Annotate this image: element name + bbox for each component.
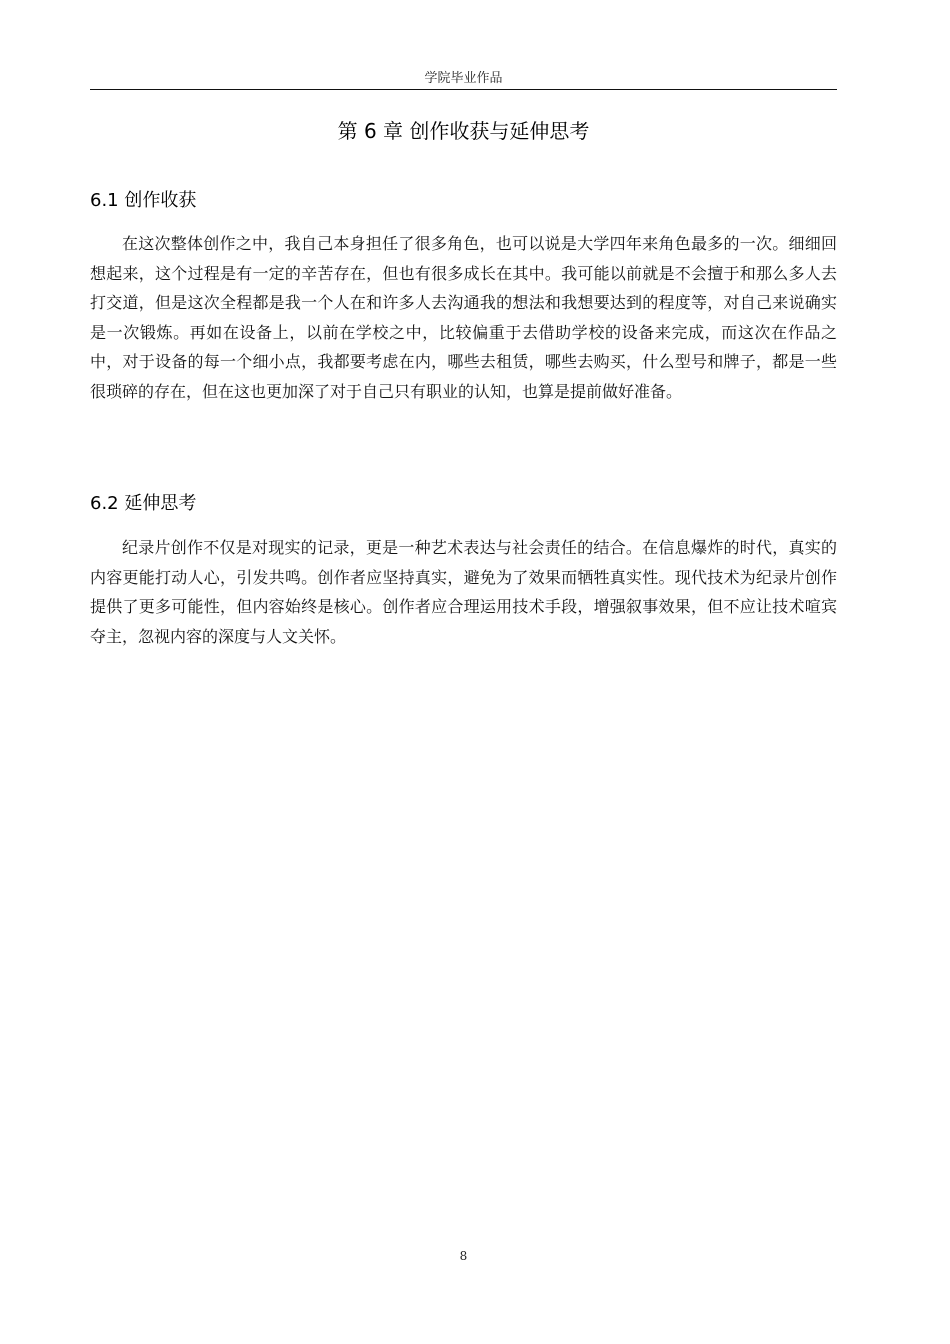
section-heading-6-1: 6.1 创作收获	[90, 190, 197, 211]
section-heading-6-2: 6.2 延伸思考	[90, 493, 197, 514]
section-6-2-paragraph: 纪录片创作不仅是对现实的记录，更是一种艺术表达与社会责任的结合。在信息爆炸的时代，真实的内容更能打动人心，引发共鸣。创作者应坚持真实，避免为了效果而牺牲真实性。现代技术为纪录片创作提供了更多可能性，但内容始终是核心。创作者应合理运用技术手段，增强叙事效果，但不应让技术喧宾夺主，忽视内容的深度与人文关怀。	[90, 538, 837, 646]
page-number: 8	[459, 1249, 468, 1263]
page-header: 学院毕业作品	[424, 71, 503, 86]
chapter-title: 第 6 章 创作收获与延伸思考	[337, 119, 590, 143]
section-6-1-paragraph: 在这次整体创作之中，我自己本身担任了很多角色，也可以说是大学四年来角色最多的一次。细细回想起来，这个过程是有一定的辛苦存在，但也有很多成长在其中。我可能以前就是不会擅于和那么多人去打交道，但是这次全程都是我一个人在和许多人去沟通我的想法和我想要达到的程度等，对自己来说确实是一次锻炼。再如在设备上，以前在学校之中，比较偏重于去借助学校的设备来完成，而这次在作品之中，对于设备的每一个细小点，我都要考虑在内，哪些去租赁，哪些去购买，什么型号和牌子，都是一些很琐碎的存在，但在这也更加深了对于自己只有职业的认知，也算是提前做好准备。	[90, 234, 837, 401]
header-rule	[90, 89, 837, 90]
